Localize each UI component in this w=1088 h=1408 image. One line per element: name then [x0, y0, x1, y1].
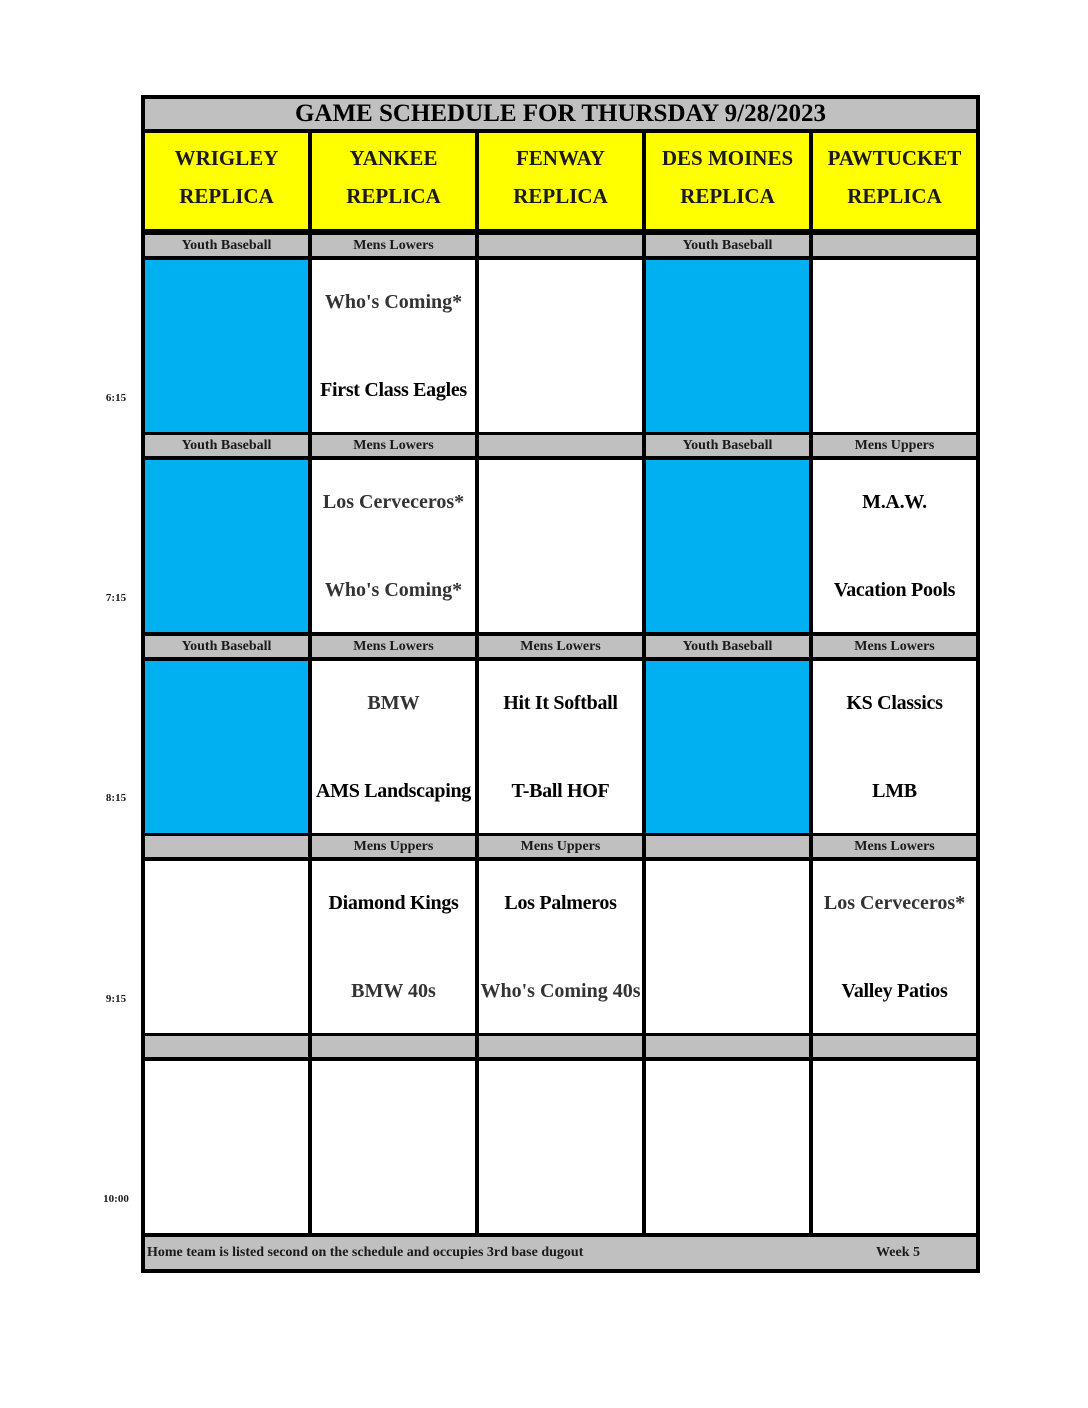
game-slot	[813, 1061, 976, 1233]
home-team: AMS Landscaping	[316, 779, 471, 802]
field-type: REPLICA	[680, 184, 775, 208]
schedule-title: GAME SCHEDULE FOR THURSDAY 9/28/2023	[145, 99, 976, 129]
game-slot	[479, 260, 642, 432]
game-slot	[813, 460, 976, 632]
game-slot	[813, 661, 976, 833]
away-team: Who's Coming*	[324, 290, 463, 313]
game-slot	[813, 260, 976, 432]
league-label: Youth Baseball	[646, 636, 809, 657]
league-label: Youth Baseball	[145, 636, 308, 657]
game-slot	[646, 861, 809, 1033]
schedule-footer	[145, 1237, 976, 1269]
field-type: REPLICA	[346, 184, 441, 208]
league-label	[479, 435, 642, 456]
field-name: WRIGLEY	[174, 146, 279, 170]
game-slot	[479, 460, 642, 632]
league-label	[646, 1036, 809, 1057]
time-slot-label: 10:00	[103, 1193, 129, 1205]
league-label	[479, 235, 642, 256]
game-slot	[479, 861, 642, 1033]
game-slot	[813, 861, 976, 1033]
time-slot-label: 6:15	[105, 392, 127, 404]
league-label: Mens Lowers	[479, 636, 642, 657]
away-team: KS Classics	[846, 691, 943, 714]
reserved-slot	[646, 260, 809, 432]
league-label	[312, 1036, 475, 1057]
game-slot	[312, 1061, 475, 1233]
field-type: REPLICA	[179, 184, 274, 208]
schedule-grid	[141, 95, 980, 1273]
field-name: DES MOINES	[661, 146, 794, 170]
home-team: BMW 40s	[351, 979, 436, 1002]
league-label	[145, 836, 308, 857]
league-label: Youth Baseball	[145, 435, 308, 456]
league-label: Mens Uppers	[813, 435, 976, 456]
field-type: REPLICA	[847, 184, 942, 208]
game-slot	[646, 1061, 809, 1233]
league-label	[479, 1036, 642, 1057]
week-label: Week 5	[876, 1245, 920, 1260]
away-team: Los Cerveceros*	[823, 891, 966, 914]
time-slot-label: 9:15	[105, 993, 127, 1005]
away-team: Los Palmeros	[504, 891, 617, 914]
league-label: Mens Lowers	[813, 636, 976, 657]
game-slot	[312, 661, 475, 833]
home-team: Vacation Pools	[833, 578, 956, 601]
field-header	[646, 133, 809, 229]
home-team: Valley Patios	[841, 979, 948, 1002]
reserved-slot	[145, 460, 308, 632]
away-team: M.A.W.	[862, 490, 927, 513]
field-header	[145, 133, 308, 229]
away-team: BMW	[367, 691, 420, 714]
time-slot-label: 7:15	[105, 592, 127, 604]
league-label: Mens Lowers	[312, 435, 475, 456]
league-label	[813, 235, 976, 256]
game-slot	[145, 861, 308, 1033]
league-label	[813, 1036, 976, 1057]
field-name: PAWTUCKET	[827, 146, 962, 170]
home-team: Who's Coming 40s	[480, 979, 641, 1002]
game-slot	[312, 861, 475, 1033]
away-team: Diamond Kings	[328, 891, 459, 914]
field-name: FENWAY	[515, 146, 606, 170]
field-header	[312, 133, 475, 229]
reserved-slot	[145, 260, 308, 432]
reserved-slot	[646, 460, 809, 632]
field-header	[813, 133, 976, 229]
league-label: Youth Baseball	[646, 435, 809, 456]
league-label: Mens Lowers	[312, 235, 475, 256]
league-label	[646, 836, 809, 857]
home-team: First Class Eagles	[320, 378, 467, 401]
field-type: REPLICA	[513, 184, 608, 208]
game-slot	[312, 260, 475, 432]
home-team: Who's Coming*	[324, 578, 463, 601]
league-label: Mens Lowers	[312, 636, 475, 657]
league-label: Youth Baseball	[145, 235, 308, 256]
home-team: LMB	[872, 779, 917, 802]
game-slot	[479, 661, 642, 833]
league-label: Mens Uppers	[479, 836, 642, 857]
league-label: Mens Uppers	[312, 836, 475, 857]
league-label: Youth Baseball	[646, 235, 809, 256]
away-team: Los Cerveceros*	[322, 490, 465, 513]
field-header	[479, 133, 642, 229]
league-label: Mens Lowers	[813, 836, 976, 857]
game-slot	[479, 1061, 642, 1233]
game-slot	[312, 460, 475, 632]
reserved-slot	[646, 661, 809, 833]
reserved-slot	[145, 661, 308, 833]
away-team: Hit It Softball	[503, 691, 618, 714]
home-team-note: Home team is listed second on the schedule and occupies 3rd base dugout	[147, 1245, 584, 1260]
field-name: YANKEE	[349, 146, 438, 170]
home-team: T-Ball HOF	[511, 779, 610, 802]
game-slot	[145, 1061, 308, 1233]
time-slot-label: 8:15	[105, 792, 127, 804]
league-label	[145, 1036, 308, 1057]
